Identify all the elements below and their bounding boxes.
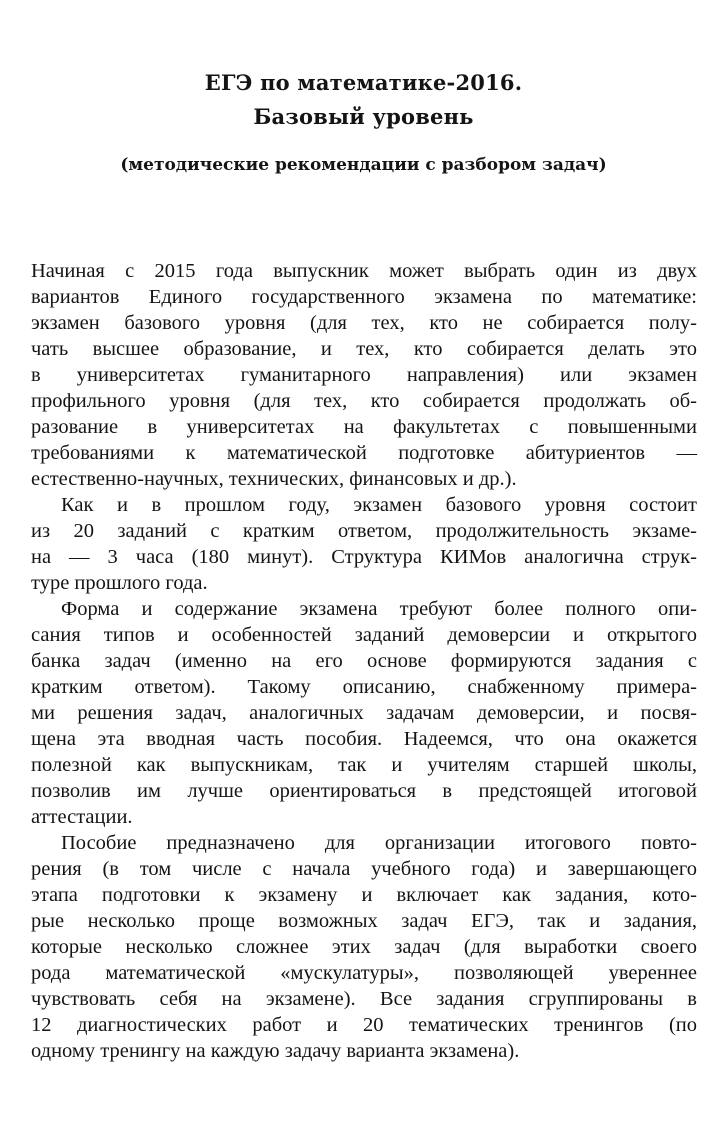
paragraph-line: Форма и содержание экзамена требуют более полного опи- (61, 598, 697, 620)
paragraph (31, 830, 697, 1064)
paragraph-line: чувствовать себя на экзамене). Все задания сгруппированы в (31, 988, 697, 1010)
document-subtitle: (методические рекомендации с разбором задач) (120, 155, 607, 175)
paragraph-line: сания типов и особенностей заданий демоверсии и открытого (31, 624, 697, 646)
paragraph-line: туре прошлого года. (31, 572, 208, 594)
paragraph (31, 596, 697, 830)
paragraph-line: рода математической «мускулатуры», позволяющей увереннее (31, 962, 697, 984)
paragraph-line: профильного уровня (для тех, кто собирается продолжать об- (31, 390, 697, 412)
paragraph-line: аттестации. (31, 806, 133, 828)
title-line: ЕГЭ по математике-2016. (204, 70, 523, 95)
paragraph-line: Начиная с 2015 года выпускник может выбрать один из двух (31, 260, 697, 282)
paragraph (31, 258, 697, 492)
paragraph-line: чать высшее образование, и тех, кто собирается делать это (31, 338, 697, 360)
paragraph-line: разование в университетах на факультетах с повышенными (31, 416, 697, 438)
paragraph-line: кратким ответом). Такому описанию, снабженному примера- (31, 676, 697, 698)
paragraph-line: полезной как выпускникам, так и учителям старшей школы, (31, 754, 697, 776)
document-title (0, 66, 727, 134)
paragraph-line: Пособие предназначено для организации итогового повто- (61, 832, 697, 854)
paragraph-line: экзамен базового уровня (для тех, кто не собирается полу- (31, 312, 697, 334)
paragraph-line: требованиями к математической подготовке абитуриентов — (31, 442, 697, 464)
paragraph-line: этапа подготовки к экзамену и включает как задания, кото- (31, 884, 697, 906)
document-body (31, 258, 697, 1064)
paragraph (31, 492, 697, 596)
paragraph-line: щена эта вводная часть пособия. Надеемся, что она окажется (31, 728, 697, 750)
paragraph-line: рые несколько проще возможных задач ЕГЭ, так и задания, (31, 910, 697, 932)
paragraph-line: которые несколько сложнее этих задач (для выработки своего (31, 936, 697, 958)
paragraph-line: в университетах гуманитарного направления) или экзамен (31, 364, 697, 386)
paragraph-line: ми решения задач, аналогичных задачам демоверсии, и посвя- (31, 702, 697, 724)
paragraph-line: позволив им лучше ориентироваться в предстоящей итоговой (31, 780, 697, 802)
paragraph-line: на — 3 часа (180 минут). Структура КИМов аналогична струк- (31, 546, 697, 568)
paragraph-line: естественно-научных, технических, финансовых и др.). (31, 468, 517, 490)
paragraph-line: рения (в том числе с начала учебного года) и завершающего (31, 858, 697, 880)
paragraph-line: 12 диагностических работ и 20 тематических тренингов (по (31, 1014, 697, 1036)
paragraph-line: банка задач (именно на его основе формируются задания с (31, 650, 697, 672)
title-line: Базовый уровень (253, 104, 474, 129)
paragraph-line: из 20 заданий с кратким ответом, продолжительность экзаме- (31, 520, 697, 542)
paragraph-line: вариантов Единого государственного экзамена по математике: (31, 286, 697, 308)
paragraph-line: одному тренингу на каждую задачу варианта экзамена). (31, 1040, 520, 1062)
paragraph-line: Как и в прошлом году, экзамен базового уровня состоит (61, 494, 697, 516)
